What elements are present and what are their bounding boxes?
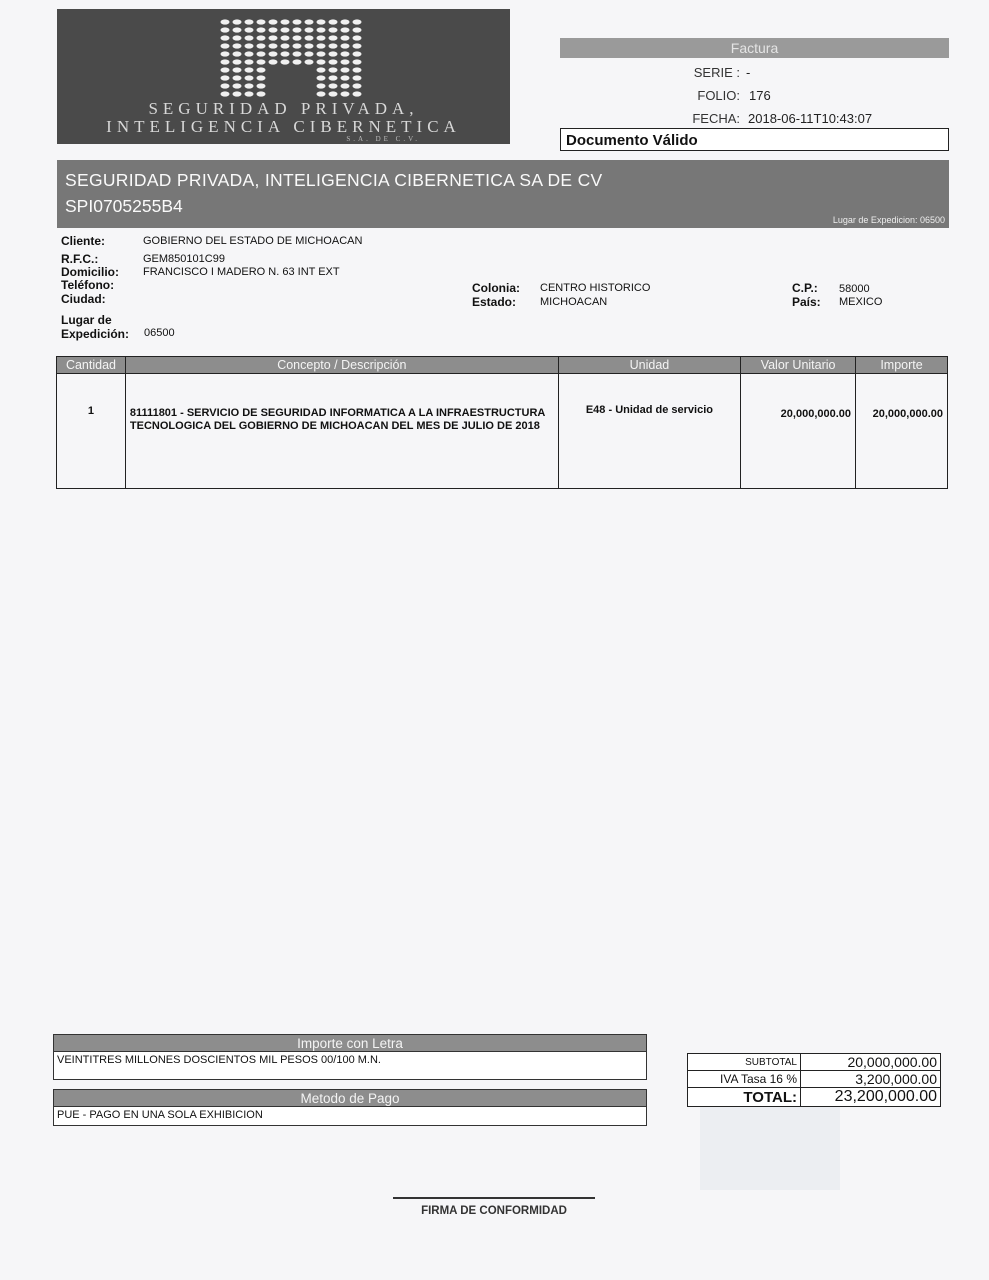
iva-value: 3,200,000.00: [801, 1071, 941, 1088]
pais-label: País:: [792, 295, 821, 309]
pais-value: MEXICO: [839, 296, 883, 308]
cell-valor-unitario: 20,000,000.00: [741, 374, 856, 489]
ghost-qr: [700, 1100, 840, 1190]
total-row: [688, 1088, 941, 1107]
fecha-label: FECHA:: [692, 111, 740, 126]
subtotal-value: 20,000,000.00: [801, 1054, 941, 1071]
serie-label: SERIE :: [693, 65, 740, 80]
metodo-pago-value: PUE - PAGO EN UNA SOLA EXHIBICION: [53, 1107, 647, 1126]
logo-line-2: INTELIGENCIA CIBERNETICA: [106, 117, 461, 136]
header-concepto: Concepto / Descripción: [125, 357, 558, 374]
company-logo: [57, 9, 510, 144]
logo-dots-icon: [217, 17, 367, 102]
header-unidad: Unidad: [558, 357, 740, 374]
total-value: 23,200,000.00: [801, 1088, 941, 1107]
lugar-value: 06500: [144, 327, 175, 339]
colonia-value: CENTRO HISTORICO: [540, 282, 651, 294]
lugar-label-2: Expedición:: [61, 327, 130, 341]
domicilio-value: FRANCISCO I MADERO N. 63 INT EXT: [143, 266, 340, 278]
importe-letra-value: VEINTITRES MILLONES DOSCIENTOS MIL PESOS 00/100 M.N.: [53, 1052, 647, 1080]
total-label: TOTAL:: [688, 1088, 801, 1107]
ciudad-label: Ciudad:: [61, 292, 106, 306]
iva-label: IVA Tasa 16 %: [688, 1071, 801, 1088]
telefono-label: Teléfono:: [61, 278, 115, 292]
rfc-value: GEM850101C99: [143, 253, 225, 265]
serie-value: -: [746, 65, 751, 80]
metodo-pago-title: Metodo de Pago: [53, 1089, 647, 1107]
status-badge: Documento Válido: [560, 128, 949, 151]
header-cantidad: Cantidad: [57, 357, 126, 374]
header-valor-unitario: Valor Unitario: [741, 357, 856, 374]
cliente-label: Cliente:: [61, 234, 106, 248]
firma-label: FIRMA DE CONFORMIDAD: [421, 1205, 567, 1217]
folio-value: 176: [749, 88, 771, 103]
table-row: [57, 374, 948, 489]
cell-cantidad: 1: [57, 374, 126, 489]
subtotal-label: SUBTOTAL: [688, 1054, 801, 1071]
fecha-value: 2018-06-11T10:43:07: [748, 111, 873, 126]
issuer-lugar-expedicion: Lugar de Expedicion: 06500: [832, 215, 945, 225]
cp-label: C.P.:: [792, 281, 818, 295]
logo-line-1: SEGURIDAD PRIVADA,: [148, 99, 419, 118]
issuer-band: [57, 160, 949, 228]
estado-label: Estado:: [472, 295, 517, 309]
estado-value: MICHOACAN: [540, 296, 608, 308]
importe-letra-title: Importe con Letra: [53, 1034, 647, 1052]
items-table: [56, 356, 948, 489]
cliente-value: GOBIERNO DEL ESTADO DE MICHOACAN: [143, 235, 363, 247]
colonia-label: Colonia:: [472, 281, 520, 295]
folio-label: FOLIO:: [697, 88, 740, 103]
domicilio-label: Domicilio:: [61, 265, 120, 279]
cell-unidad: E48 - Unidad de servicio: [558, 374, 740, 489]
ghost-text: [60, 482, 940, 862]
firma-line: [393, 1197, 595, 1199]
cell-importe: 20,000,000.00: [856, 374, 948, 489]
lugar-label-1: Lugar de: [61, 313, 112, 327]
header-importe: Importe: [856, 357, 948, 374]
totals-table: [687, 1053, 941, 1107]
cell-concepto: 81111801 - SERVICIO DE SEGURIDAD INFORMATICA A LA INFRAESTRUCTURA TECNOLOGICA DEL GOBIERNO DE MICHOACAN DEL MES DE JULIO DE 2018: [125, 374, 558, 489]
issuer-name: SEGURIDAD PRIVADA, INTELIGENCIA CIBERNETICA SA DE CV: [65, 170, 603, 190]
cp-value: 58000: [839, 283, 870, 295]
subtotal-row: [688, 1054, 941, 1071]
items-table-header: [57, 357, 948, 374]
rfc-label: R.F.C.:: [61, 252, 99, 266]
factura-title: Factura: [560, 38, 949, 58]
issuer-rfc: SPI0705255B4: [65, 196, 183, 216]
iva-row: [688, 1071, 941, 1088]
logo-line-3: S.A. DE C.V.: [346, 135, 420, 143]
